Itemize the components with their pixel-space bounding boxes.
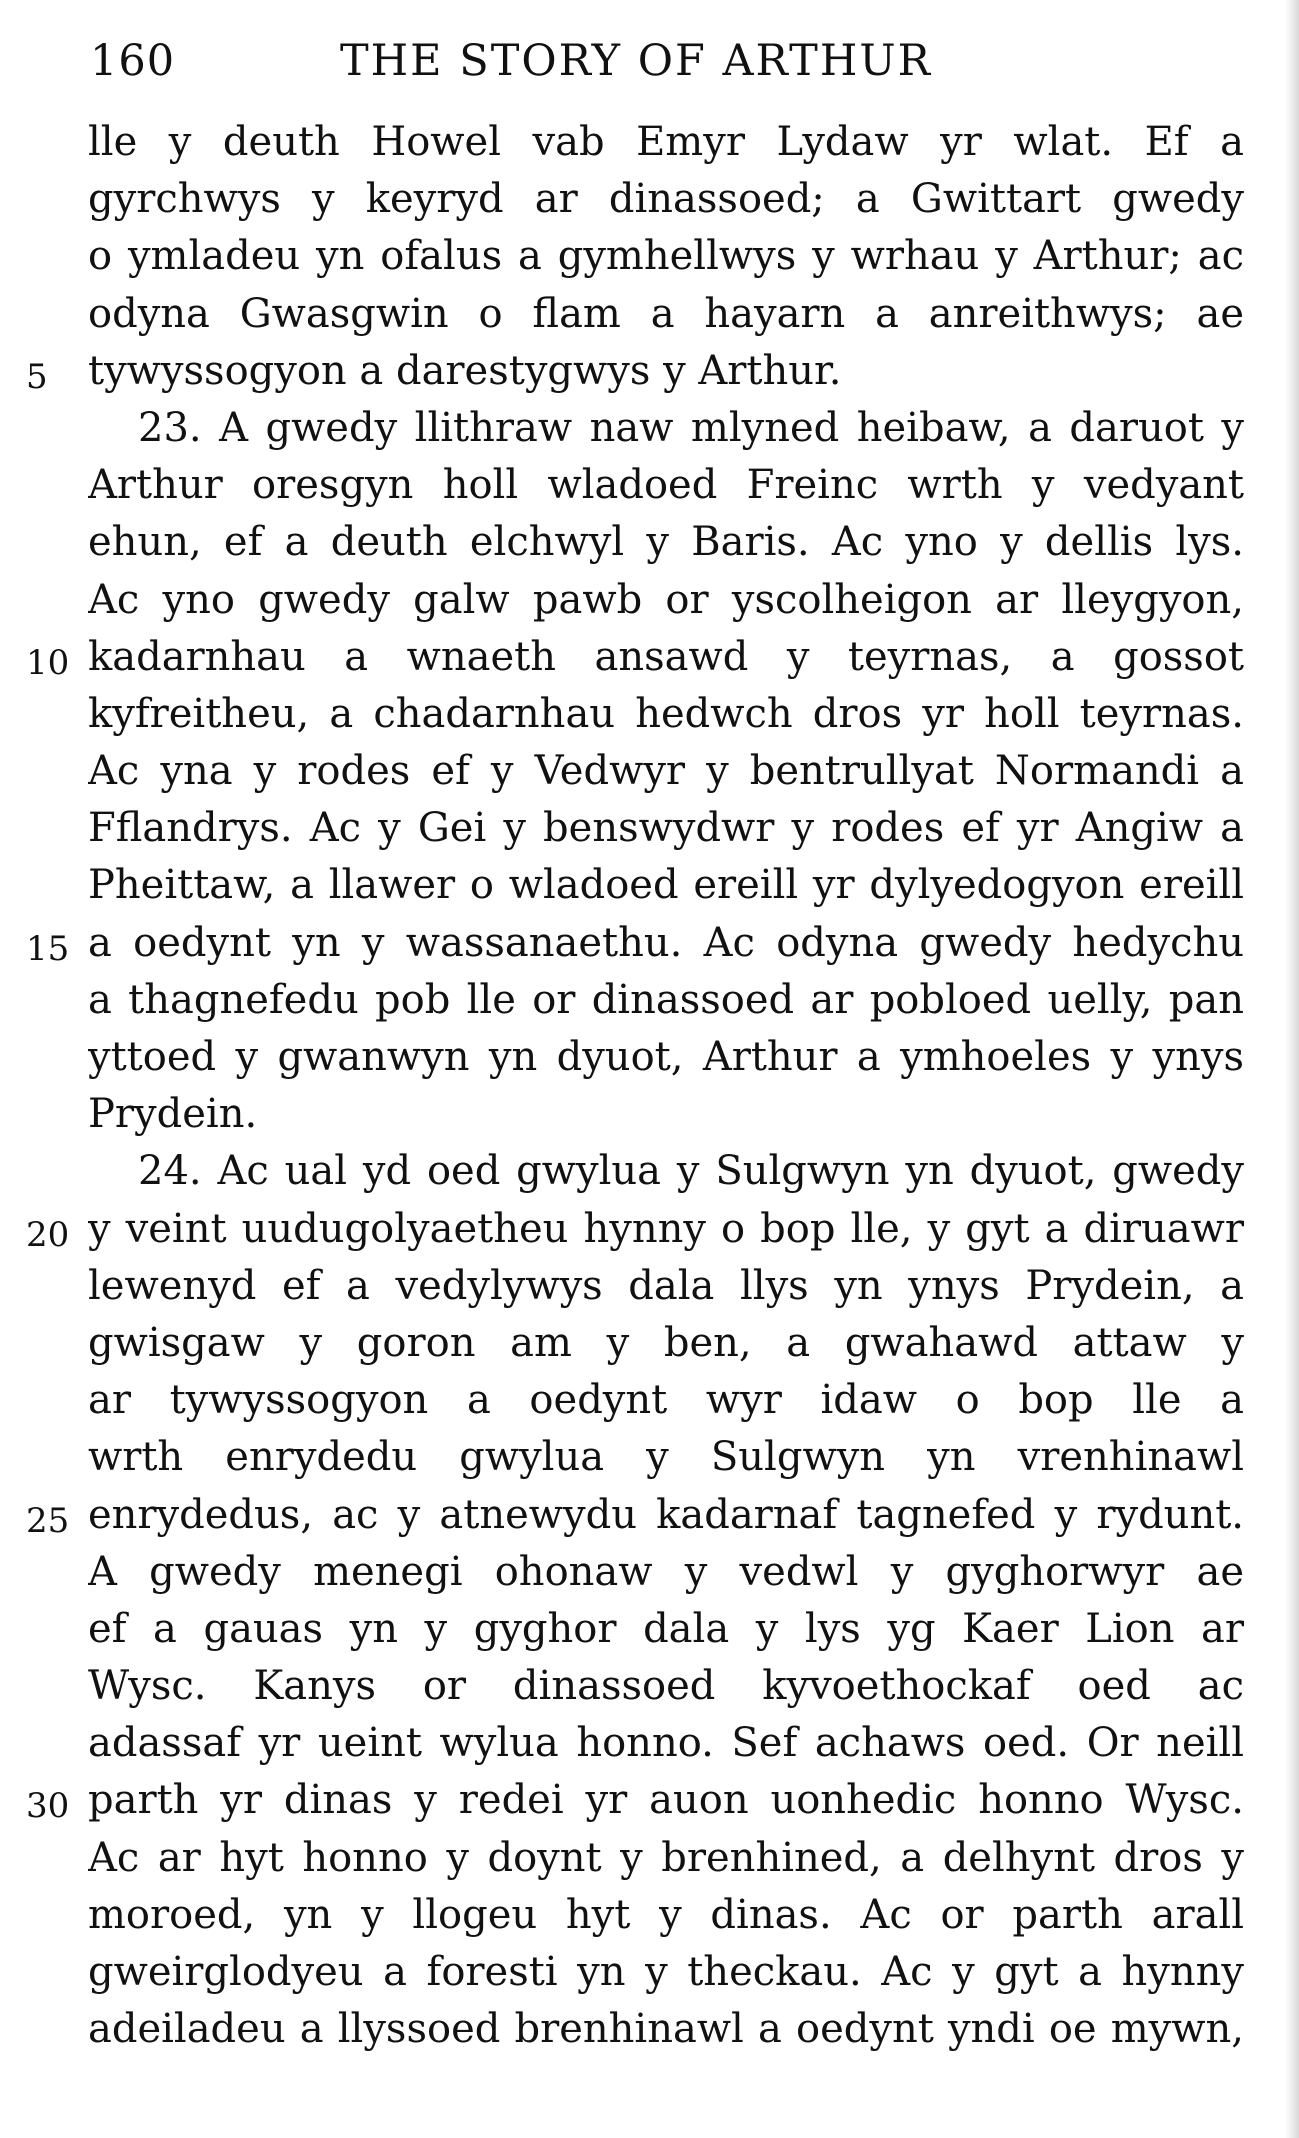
text-line <box>88 857 1244 914</box>
line-text: y veint uudugolyaetheu hynny o bop lle, y gyt a diruawr <box>88 1205 1244 1252</box>
line-text: Wysc. Kanys or dinassoed kyvoethockaf oed ac <box>88 1663 1244 1710</box>
text-line <box>88 1258 1244 1315</box>
text-line <box>88 686 1244 743</box>
line-text: moroed, yn y llogeu hyt y dinas. Ac or parth arall <box>88 1891 1244 1938</box>
line-text: A gwedy menegi ohonaw y vedwl y gyghorwyr ae <box>88 1548 1244 1595</box>
line-text: Pheittaw, a llawer o wladoed ereill yr dylyedogyon ereill <box>88 862 1244 909</box>
text-line <box>88 743 1244 800</box>
line-text: Ac ar hyt honno y doynt y brenhined, a delhynt dros y <box>88 1834 1244 1881</box>
line-text: 23. A gwedy llithraw naw mlyned heibaw, a daruot y <box>138 404 1244 451</box>
running-head: THE STORY OF ARTHUR <box>340 36 932 86</box>
page-number: 160 <box>90 36 176 86</box>
text-line <box>88 972 1244 1029</box>
line-text: lle y deuth Howel vab Emyr Lydaw yr wlat. Ef a <box>88 119 1244 165</box>
text-line <box>26 629 1244 686</box>
line-text: gweirglodyeu a foresti yn y theckau. Ac y gyt a hynny <box>88 1949 1244 1995</box>
line-number: 25 <box>26 1500 70 1541</box>
text-line <box>88 1029 1244 1086</box>
text-line <box>88 400 1244 457</box>
line-text: Ac yna y rodes ef y Vedwyr y bentrullyat Normandi a <box>88 748 1244 795</box>
line-text: kyfreitheu, a chadarnhau hedwch dros yr holl teyrnas. <box>88 690 1244 737</box>
line-text: o ymladeu yn ofalus a gymhellwys y wrhau y Arthur; ac <box>88 233 1244 280</box>
text-line <box>88 1315 1244 1372</box>
text-line <box>88 1429 1244 1486</box>
text-line <box>88 457 1244 514</box>
text-line <box>88 286 1244 343</box>
line-text: enrydedus, ac y atnewydu kadarnaf tagnefed y rydunt. <box>88 1491 1244 1538</box>
text-line <box>26 1772 1244 1829</box>
line-text: ef a gauas yn y gyghor dala y lys yg Kaer Lion ar <box>88 1605 1244 1652</box>
page-edge-shadow <box>1285 0 1299 2138</box>
line-text: odyna Gwasgwin o flam a hayarn a anreithwys; ae <box>88 290 1244 337</box>
text-line <box>88 114 1244 171</box>
text-line <box>88 1715 1244 1772</box>
text-line <box>88 1372 1244 1429</box>
text-line <box>88 514 1244 571</box>
line-text: kadarnhau a wnaeth ansawd y teyrnas, a gossot <box>88 633 1244 680</box>
page-header <box>90 36 1250 96</box>
text-line <box>26 1487 1244 1544</box>
line-number: 30 <box>26 1786 70 1827</box>
line-number: 20 <box>26 1214 70 1255</box>
text-line <box>88 171 1244 228</box>
line-text: wrth enrydedu gwylua y Sulgwyn yn vrenhinawl <box>88 1434 1244 1481</box>
line-text: lewenyd ef a vedylywys dala llys yn ynys Prydein, a <box>88 1262 1244 1309</box>
text-line <box>88 572 1244 629</box>
text-line <box>26 343 1244 400</box>
text-line <box>26 915 1244 972</box>
line-number: 5 <box>26 356 48 397</box>
line-text: a oedynt yn y wassanaethu. Ac odyna gwedy hedychu <box>88 919 1244 966</box>
line-text: gwisgaw y goron am y ben, a gwahawd attaw y <box>88 1319 1244 1366</box>
text-line <box>88 1143 1244 1200</box>
line-text: adassaf yr ueint wylua honno. Sef achaws oed. Or neill <box>88 1720 1244 1767</box>
line-text: yttoed y gwanwyn yn dyuot, Arthur a ymhoeles y ynys <box>88 1034 1244 1080</box>
line-number: 10 <box>26 642 70 683</box>
body-text <box>26 114 1244 2058</box>
line-text: Arthur oresgyn holl wladoed Freinc wrth y vedyant <box>88 462 1244 509</box>
line-text: Ac yno gwedy galw pawb or yscolheigon ar lleygyon, <box>88 576 1244 623</box>
text-line <box>88 1086 1244 1143</box>
text-line <box>88 1944 1244 2001</box>
line-text: Fflandrys. Ac y Gei y benswydwr y rodes ef yr Angiw a <box>88 805 1244 852</box>
line-text: a thagnefedu pob lle or dinassoed ar pobloed uelly, pan <box>88 976 1244 1023</box>
line-text: ehun, ef a deuth elchwyl y Baris. Ac yno y dellis lys. <box>88 519 1244 566</box>
line-text: gyrchwys y keyryd ar dinassoed; a Gwittart gwedy <box>88 176 1244 223</box>
line-number: 15 <box>26 928 70 969</box>
text-line <box>88 1544 1244 1601</box>
text-line <box>88 1830 1244 1887</box>
line-text: 24. Ac ual yd oed gwylua y Sulgwyn yn dyuot, gwedy <box>138 1148 1244 1195</box>
text-line <box>26 1201 1244 1258</box>
line-text: parth yr dinas y redei yr auon uonhedic honno Wysc. <box>88 1777 1244 1824</box>
text-line <box>88 2001 1244 2058</box>
line-text: adeiladeu a llyssoed brenhinawl a oedynt yndi oe mywn, <box>88 2006 1244 2053</box>
text-line <box>88 800 1244 857</box>
text-line <box>88 228 1244 285</box>
text-line <box>88 1658 1244 1715</box>
line-text: tywyssogyon a darestygwys y Arthur. <box>88 347 842 394</box>
line-text: ar tywyssogyon a oedynt wyr idaw o bop lle a <box>88 1377 1244 1424</box>
line-text: Prydein. <box>88 1091 258 1138</box>
text-line <box>88 1887 1244 1944</box>
text-line <box>88 1601 1244 1658</box>
